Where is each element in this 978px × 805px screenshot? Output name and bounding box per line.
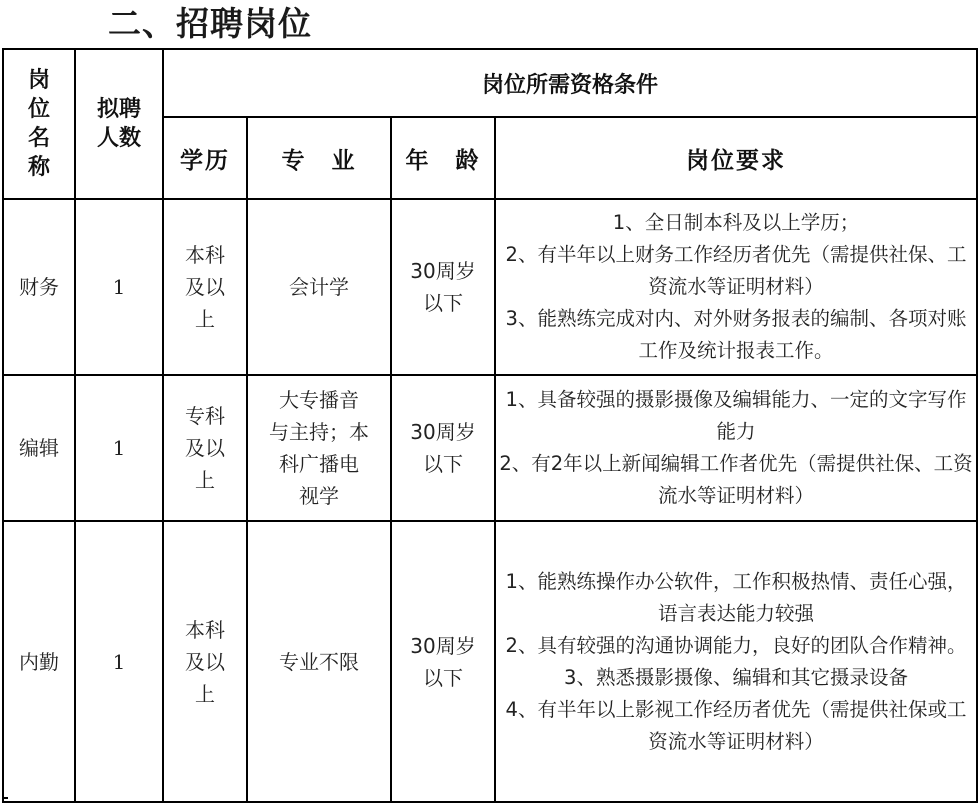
table-row (3, 199, 977, 375)
cell-age-text: 30周岁 以下 (410, 633, 476, 690)
cell-education (163, 521, 247, 802)
section-title: 二、招聘岗位 (108, 4, 312, 43)
header-position-name-text: 岗 位 名 称 (27, 68, 50, 180)
cell-major (247, 375, 391, 521)
requirement-item: 2、具有较强的沟通协调能力，良好的团队合作精神。 (505, 633, 967, 657)
requirement-item: 2、有2年以上新闻编辑工作者优先（需提供社保、工资流水等证明材料） (499, 452, 973, 507)
cell-education (163, 375, 247, 521)
cell-headcount: 1 (75, 375, 163, 521)
cell-age (391, 521, 495, 802)
cell-education-text: 本科 及以 上 (185, 617, 225, 706)
cell-position-name: 财务 (3, 199, 75, 375)
cell-major-text: 专业不限 (279, 649, 359, 674)
header-position-name (3, 49, 75, 199)
header-headcount (75, 49, 163, 199)
requirement-item: 1、能熟练操作办公软件，工作积极热情、责任心强，语言表达能力较强 (505, 569, 967, 625)
header-requirements: 岗位要求 (495, 117, 977, 199)
requirement-item: 3、熟悉摄影摄像、编辑和其它摄录设备 (564, 665, 908, 689)
cell-position-name: 编辑 (3, 375, 75, 521)
cell-major (247, 521, 391, 802)
cell-major (247, 199, 391, 375)
header-education: 学历 (163, 117, 247, 199)
cell-requirements (495, 199, 977, 375)
requirement-item: 3、能熟练完成对内、对外财务报表的编制、各项对账工作及统计报表工作。 (505, 307, 967, 362)
cell-education (163, 199, 247, 375)
table-row (3, 521, 977, 802)
cell-headcount: 1 (75, 521, 163, 802)
header-qualifications: 岗位所需资格条件 (163, 49, 977, 117)
cell-age-text: 30周岁 以下 (410, 259, 476, 315)
footer-divider (2, 797, 8, 799)
header-headcount-text: 拟聘 人数 (96, 97, 141, 151)
header-major: 专 业 (247, 117, 391, 199)
cell-headcount: 1 (75, 199, 163, 375)
requirement-item: 4、有半年以上影视工作经历者优先（需提供社保或工资流水等证明材料） (505, 697, 967, 753)
cell-major-text: 大专播音 与主持；本 科广播电 视学 (269, 388, 369, 508)
cell-position-name: 内勤 (3, 521, 75, 802)
requirement-item: 1、具备较强的摄影摄像及编辑能力、一定的文字写作能力 (505, 388, 967, 443)
recruitment-table (2, 48, 978, 803)
cell-age (391, 199, 495, 375)
cell-education-text: 本科 及以 上 (185, 243, 225, 331)
requirement-item: 2、有半年以上财务工作经历者优先（需提供社保、工资流水等证明材料） (505, 243, 967, 298)
requirement-item: 1、全日制本科及以上学历； (612, 211, 860, 234)
table-row (3, 375, 977, 521)
cell-requirements (495, 521, 977, 802)
cell-requirements (495, 375, 977, 521)
cell-education-text: 专科 及以 上 (185, 404, 225, 492)
header-row-top (3, 49, 977, 117)
cell-age-text: 30周岁 以下 (410, 420, 476, 476)
cell-age (391, 375, 495, 521)
header-age: 年 龄 (391, 117, 495, 199)
cell-major-text: 会计学 (289, 275, 349, 299)
